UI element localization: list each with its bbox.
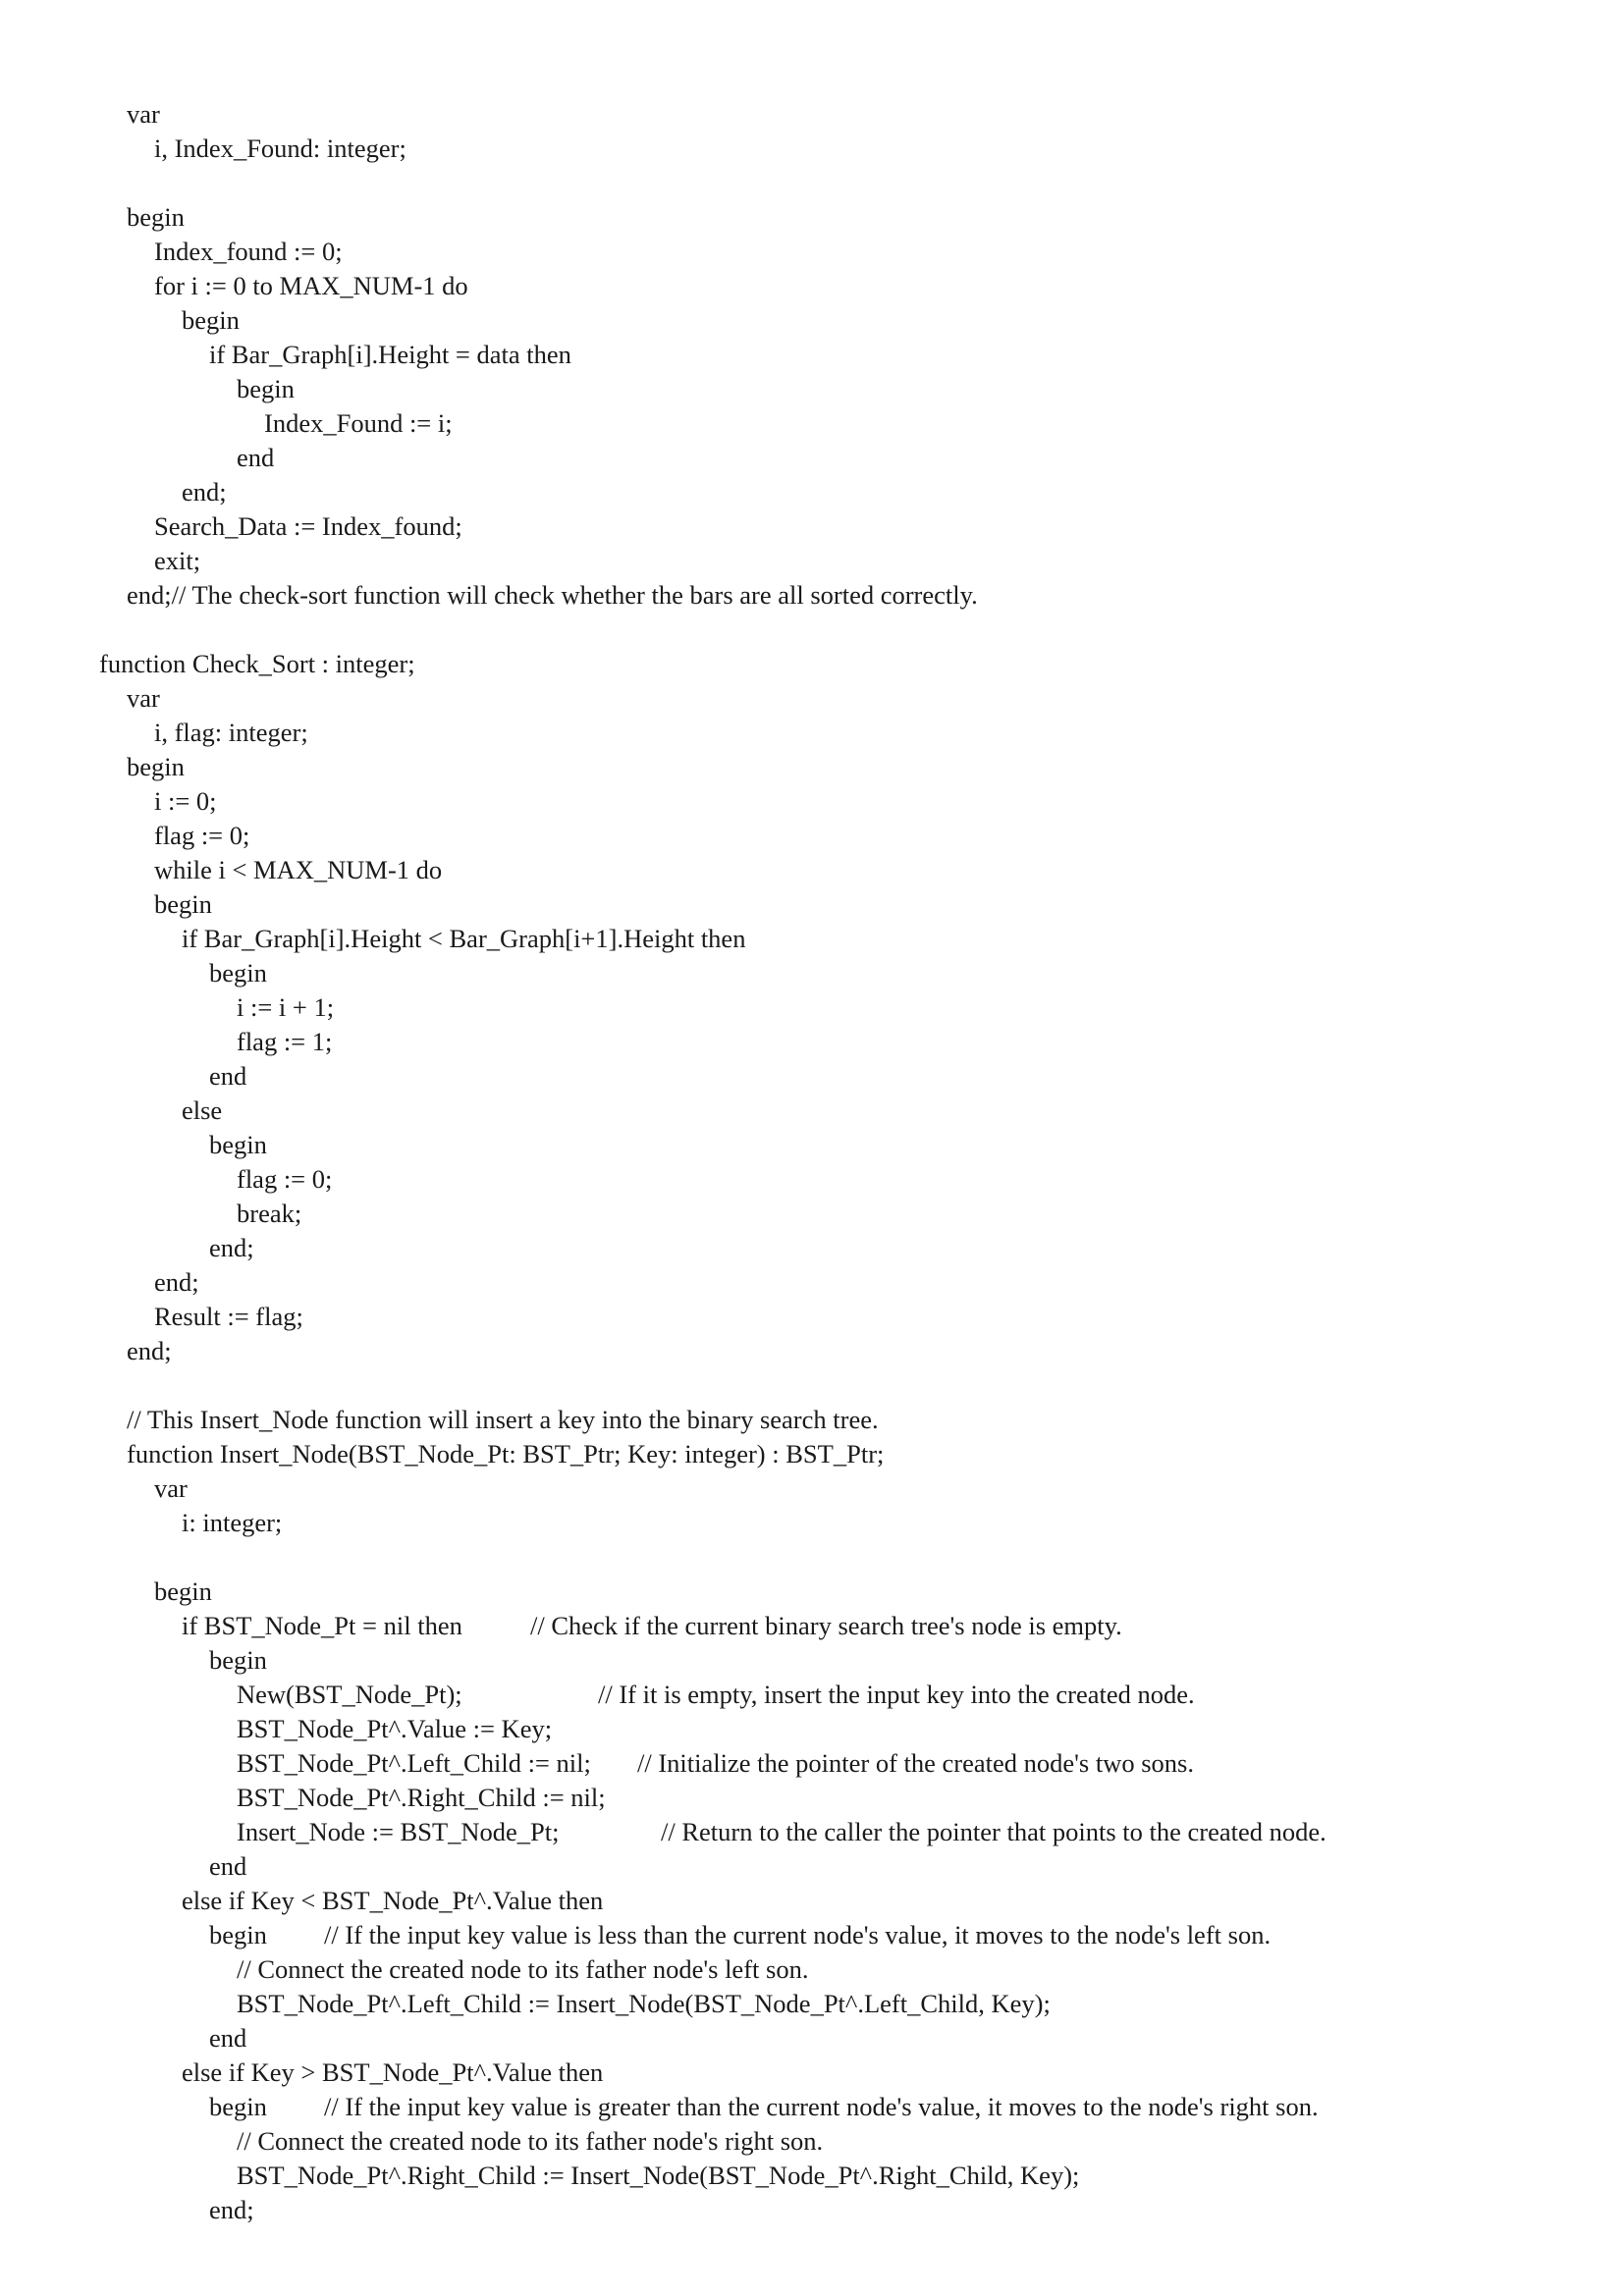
code-line: BST_Node_Pt^.Left_Child := Insert_Node(BST_Node_Pt^.Left_Child, Key); — [237, 1989, 1051, 2018]
code-comment: // If the input key value is less than the current node's value, it moves to the node's left son. — [324, 1920, 1272, 1949]
code-line: Index_Found := i; — [264, 408, 453, 438]
code-line: else — [182, 1095, 223, 1125]
code-line: begin — [209, 1645, 267, 1675]
code-text: begin — [209, 2092, 267, 2121]
code-line: while i < MAX_NUM-1 do — [154, 855, 443, 884]
function-signature: function Insert_Node(BST_Node_Pt: BST_Ptr; Key: integer) : BST_Ptr; — [127, 1439, 885, 1468]
code-line: i, Index_Found: integer; — [154, 133, 406, 163]
code-line: begin — [154, 889, 212, 919]
code-line: flag := 0; — [154, 821, 250, 850]
code-text: begin — [209, 1920, 267, 1949]
code-line: Index_found := 0; — [154, 237, 343, 266]
code-line: begin — [127, 202, 185, 232]
code-line: i := 0; — [154, 786, 217, 816]
code-line: end; — [182, 477, 227, 507]
code-comment-line: // Connect the created node to its father node's left son. — [237, 1954, 809, 1984]
code-line: for i := 0 to MAX_NUM-1 do — [154, 271, 468, 300]
function-signature: function Check_Sort : integer; — [99, 649, 415, 678]
code-comment-line: // This Insert_Node function will insert a key into the binary search tree. — [127, 1405, 879, 1434]
code-comment-line: // Connect the created node to its father node's right son. — [237, 2126, 824, 2156]
code-line: exit; — [154, 546, 201, 575]
code-line: end — [209, 2023, 247, 2053]
code-line: flag := 1; — [237, 1027, 333, 1056]
code-comment: // If the input key value is greater than the current node's value, it moves to the node's right son. — [324, 2092, 1319, 2121]
code-line: flag := 0; — [237, 1164, 333, 1194]
code-line: Result := flag; — [154, 1302, 303, 1331]
code-line: Search_Data := Index_found; — [154, 511, 462, 541]
code-text: New(BST_Node_Pt); — [237, 1680, 462, 1709]
code-line: end; — [209, 1233, 254, 1262]
code-text: BST_Node_Pt^.Left_Child := nil; — [237, 1748, 591, 1778]
code-line: i, flag: integer; — [154, 718, 308, 747]
code-line: begin — [127, 752, 185, 781]
code-line: var — [127, 99, 160, 129]
code-line: begin — [237, 374, 295, 403]
code-line: end; — [209, 2195, 254, 2224]
code-line: else if Key > BST_Node_Pt^.Value then — [182, 2057, 604, 2087]
code-line: end — [209, 1851, 247, 1881]
code-line: BST_Node_Pt^.Right_Child := Insert_Node(BST_Node_Pt^.Right_Child, Key); — [237, 2161, 1080, 2190]
code-line: var — [127, 683, 160, 713]
code-line: begin — [209, 958, 267, 988]
code-line: if Bar_Graph[i].Height = data then — [209, 340, 571, 369]
code-comment-line: end;// The check-sort function will check whether the bars are all sorted correctly. — [127, 580, 978, 610]
code-line: end; — [154, 1267, 199, 1297]
code-comment: // If it is empty, insert the input key into the created node. — [598, 1680, 1195, 1709]
code-comment: // Return to the caller the pointer that points to the created node. — [661, 1817, 1326, 1846]
code-line: end — [209, 1061, 247, 1091]
code-line: if Bar_Graph[i].Height < Bar_Graph[i+1].Height then — [182, 924, 746, 953]
code-line: var — [154, 1473, 188, 1503]
code-line: begin — [209, 1130, 267, 1159]
code-comment: // Check if the current binary search tree's node is empty. — [530, 1611, 1122, 1640]
code-text: if BST_Node_Pt = nil then — [182, 1611, 462, 1640]
code-line: i: integer; — [182, 1508, 283, 1537]
code-line: begin — [182, 305, 240, 335]
code-line: end; — [127, 1336, 172, 1365]
code-line: i := i + 1; — [237, 992, 335, 1022]
code-line: BST_Node_Pt^.Right_Child := nil; — [237, 1783, 606, 1812]
code-line: end — [237, 443, 275, 472]
code-line: else if Key < BST_Node_Pt^.Value then — [182, 1886, 604, 1915]
code-line: BST_Node_Pt^.Value := Key; — [237, 1714, 553, 1743]
code-line: begin — [154, 1576, 212, 1606]
code-text: Insert_Node := BST_Node_Pt; — [237, 1817, 560, 1846]
code-comment: // Initialize the pointer of the created node's two sons. — [637, 1748, 1194, 1778]
code-line: break; — [237, 1199, 302, 1228]
